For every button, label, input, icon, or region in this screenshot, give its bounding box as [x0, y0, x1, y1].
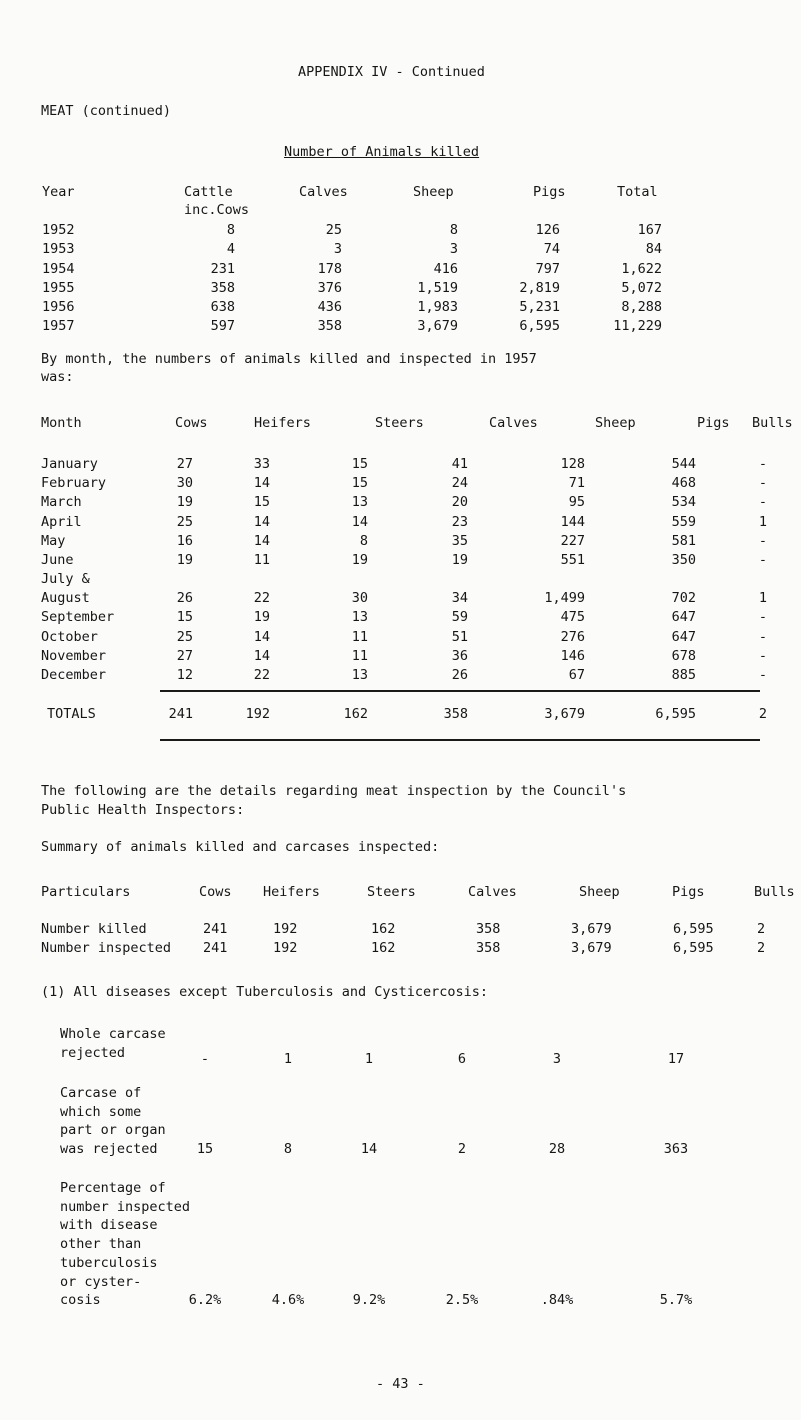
table1-cell: 376	[317, 280, 342, 296]
summary-cell: 192	[273, 940, 298, 956]
table2-cell: 27	[176, 648, 193, 664]
table1-cell: 436	[317, 299, 342, 315]
table2-header-cows: Cows	[175, 415, 208, 431]
table2-cell: 8	[359, 533, 368, 549]
table2-totals-label: TOTALS	[47, 706, 96, 722]
diseases-row-label: with disease	[60, 1217, 158, 1234]
table2-cell: 551	[560, 552, 585, 568]
table2-cell: 678	[671, 648, 696, 664]
summary-cell: 6,595	[673, 921, 714, 937]
table1-cell: 3	[333, 241, 342, 257]
table2-cell: 14	[351, 514, 368, 530]
diseases-cell: 1	[364, 1050, 374, 1067]
summary-cell: 2	[757, 940, 766, 956]
table1-cell: 358	[317, 318, 342, 334]
summary-row-label: Number inspected	[41, 940, 172, 956]
table2-totals-cell: 192	[245, 706, 270, 722]
table2-cell: 544	[671, 456, 696, 472]
summary-header-bulls: Bulls	[754, 884, 795, 900]
table2-cell: 350	[671, 552, 696, 568]
table1-row-year: 1955	[42, 280, 75, 296]
table2-cell: 15	[176, 609, 193, 625]
table2-cell: -	[758, 533, 768, 549]
table1-header-pigs: Pigs	[533, 184, 566, 200]
table1-cell: 126	[535, 222, 560, 238]
table2-totals-cell: 6,595	[655, 706, 696, 722]
summary-cell: 241	[203, 940, 228, 956]
table2-header-sheep: Sheep	[595, 415, 636, 431]
table2-cell: 11	[253, 552, 270, 568]
table2-cell: 20	[451, 494, 468, 510]
table1-cell: 1,622	[621, 261, 662, 277]
appendix-heading: APPENDIX IV - Continued	[298, 64, 485, 80]
table2-cell: -	[758, 456, 768, 472]
diseases-cell: 1	[283, 1050, 293, 1067]
table2-cell: 59	[451, 609, 468, 625]
table2-cell: 15	[351, 456, 368, 472]
table1-cell: 358	[210, 280, 235, 296]
paragraph-by-month-line1: By month, the numbers of animals killed and inspected in 1957	[41, 351, 537, 367]
table2-cell: 30	[176, 475, 193, 491]
table2-cell: 26	[451, 667, 468, 683]
table2-cell: 33	[253, 456, 270, 472]
table1-cell: 3	[449, 241, 458, 257]
table2-cell: 51	[451, 629, 468, 645]
diseases-row-label: which some	[60, 1103, 142, 1120]
summary-cell: 3,679	[571, 940, 612, 956]
table1-cell: 3,679	[417, 318, 458, 334]
table2-cell: 14	[253, 648, 270, 664]
table2-cell: 144	[560, 514, 585, 530]
table2-row-month: September	[41, 609, 115, 625]
summary-title: Summary of animals killed and carcases inspected:	[41, 839, 440, 855]
table2-cell: 1	[758, 590, 768, 606]
summary-header-sheep: Sheep	[579, 884, 620, 900]
diseases-row-label: number inspected	[60, 1198, 191, 1215]
diseases-cell: 17	[667, 1050, 685, 1067]
table1-cell: 4	[226, 241, 235, 257]
summary-cell: 162	[371, 940, 396, 956]
diseases-cell: 28	[548, 1141, 566, 1158]
summary-cell: 162	[371, 921, 396, 937]
table2-cell: 11	[351, 648, 368, 664]
table1-header-total: Total	[617, 184, 658, 200]
table2-cell: -	[758, 609, 768, 625]
table2-cell: 227	[560, 533, 585, 549]
table2-cell: 13	[351, 494, 368, 510]
diseases-title: (1) All diseases except Tuberculosis and Cysticercosis:	[41, 984, 489, 1000]
table1-row-year: 1953	[42, 241, 75, 257]
table1-header-year: Year	[42, 184, 75, 200]
table1-header-sheep: Sheep	[413, 184, 454, 200]
summary-header-pigs: Pigs	[672, 884, 705, 900]
table2-header-calves: Calves	[489, 415, 538, 431]
table2-cell: 276	[560, 629, 585, 645]
table2-cell: 71	[568, 475, 585, 491]
table2-totals-cell: 358	[443, 706, 468, 722]
table2-cell: 468	[671, 475, 696, 491]
table2-header-bulls: Bulls	[752, 415, 793, 431]
diseases-row-label: cosis	[60, 1292, 101, 1309]
table1-cell: 74	[543, 241, 560, 257]
table1-row-year: 1952	[42, 222, 75, 238]
table2-cell: 26	[176, 590, 193, 606]
table2-july-label: July &	[41, 571, 90, 587]
table2-cell: -	[758, 629, 768, 645]
table2-cell: 19	[451, 552, 468, 568]
table2-header-month: Month	[41, 415, 82, 431]
table1-cell: 167	[637, 222, 662, 238]
summary-cell: 241	[203, 921, 228, 937]
table2-cell: -	[758, 475, 768, 491]
table2-row-month: March	[41, 494, 82, 510]
table1-header-calves: Calves	[299, 184, 348, 200]
table1-cell: 1,983	[417, 299, 458, 315]
table2-cell: 885	[671, 667, 696, 683]
diseases-cell: 363	[663, 1141, 689, 1158]
table2-cell: 19	[176, 494, 193, 510]
diseases-cell: 5.7%	[659, 1292, 693, 1309]
table2-totals-cell: 2	[758, 706, 768, 722]
table1-cell: 638	[210, 299, 235, 315]
table2-cell: 25	[176, 514, 193, 530]
table2-cell: 647	[671, 629, 696, 645]
diseases-cell: 6	[457, 1050, 467, 1067]
table2-cell: 14	[253, 533, 270, 549]
table2-cell: 13	[351, 609, 368, 625]
table2-cell: 702	[671, 590, 696, 606]
diseases-row-label: Whole carcase	[60, 1026, 166, 1042]
table1-cell: 1,519	[417, 280, 458, 296]
summary-cell: 6,595	[673, 940, 714, 956]
table2-cell: 23	[451, 514, 468, 530]
table1-cell: 8,288	[621, 299, 662, 315]
table2-cell: 559	[671, 514, 696, 530]
totals-rule-bottom	[160, 739, 760, 741]
table2-totals-cell: 241	[168, 706, 193, 722]
table1-cell: 797	[535, 261, 560, 277]
diseases-row-label: Percentage of	[60, 1180, 166, 1196]
table2-row-month: October	[41, 629, 98, 645]
table2-row-month: February	[41, 475, 107, 491]
table1-cell: 5,231	[519, 299, 560, 315]
table1-cell: 178	[317, 261, 342, 277]
table1-row-year: 1957	[42, 318, 75, 334]
diseases-cell: 2	[457, 1141, 467, 1158]
table2-cell: 1	[758, 514, 768, 530]
table1-cell: 6,595	[519, 318, 560, 334]
table2-cell: -	[758, 667, 768, 683]
table2-cell: 27	[176, 456, 193, 472]
table2-cell: 128	[560, 456, 585, 472]
table2-cell: 11	[351, 629, 368, 645]
diseases-cell: 8	[283, 1141, 293, 1158]
table1-cell: 8	[226, 222, 235, 238]
table2-cell: 19	[176, 552, 193, 568]
table2-cell: 15	[351, 475, 368, 491]
diseases-cell: 2.5%	[445, 1292, 479, 1309]
table2-cell: 41	[451, 456, 468, 472]
table2-header-steers: Steers	[375, 415, 424, 431]
diseases-cell: 6.2%	[188, 1292, 222, 1309]
table2-cell: 15	[253, 494, 270, 510]
diseases-row-label: part or organ	[60, 1122, 166, 1139]
table2-header-pigs: Pigs	[697, 415, 730, 431]
paragraph-by-month-line2: was:	[41, 369, 74, 385]
table2-cell: 475	[560, 609, 585, 625]
table2-cell: -	[758, 494, 768, 510]
table2-cell: 34	[451, 590, 468, 606]
diseases-row-label: Carcase of	[60, 1085, 142, 1101]
diseases-cell: 15	[196, 1141, 214, 1158]
summary-cell: 358	[476, 940, 501, 956]
table1-row-year: 1956	[42, 299, 75, 315]
summary-header-calves: Calves	[468, 884, 517, 900]
paragraph-details-line1: The following are the details regarding meat inspection by the Council's	[41, 783, 627, 799]
section-title: MEAT (continued)	[41, 103, 172, 119]
table1-cell: 8	[449, 222, 458, 238]
diseases-row-label: other than	[60, 1236, 142, 1253]
table2-cell: 16	[176, 533, 193, 549]
table1-header-cattle: Cattle	[184, 184, 233, 200]
table2-cell: 534	[671, 494, 696, 510]
diseases-cell: 4.6%	[271, 1292, 305, 1309]
table1-title: Number of Animals killed	[284, 144, 480, 160]
page-number: - 43 -	[376, 1376, 425, 1392]
table2-cell: 22	[253, 667, 270, 683]
table1-row-year: 1954	[42, 261, 75, 277]
table1-cell: 2,819	[519, 280, 560, 296]
table2-cell: 30	[351, 590, 368, 606]
table2-cell: 146	[560, 648, 585, 664]
table2-cell: 22	[253, 590, 270, 606]
table2-row-month: August	[41, 590, 90, 606]
paragraph-details-line2: Public Health Inspectors:	[41, 802, 245, 818]
table2-cell: -	[758, 648, 768, 664]
table2-row-month: May	[41, 533, 66, 549]
summary-cell: 192	[273, 921, 298, 937]
table2-cell: 36	[451, 648, 468, 664]
summary-cell: 358	[476, 921, 501, 937]
table2-cell: 581	[671, 533, 696, 549]
table2-totals-cell: 162	[343, 706, 368, 722]
table2-cell: 24	[451, 475, 468, 491]
table2-cell: 67	[568, 667, 585, 683]
diseases-cell: 3	[552, 1050, 562, 1067]
table1-cell: 231	[210, 261, 235, 277]
summary-header-heifers: Heifers	[263, 884, 320, 900]
diseases-row-label: rejected	[60, 1044, 126, 1061]
table2-cell: 19	[351, 552, 368, 568]
table2-row-month: December	[41, 667, 107, 683]
table2-cell: -	[758, 552, 768, 568]
table1-cell: 416	[433, 261, 458, 277]
summary-header-cows: Cows	[199, 884, 232, 900]
table1-cell: 11,229	[613, 318, 662, 334]
table2-cell: 14	[253, 629, 270, 645]
table2-cell: 14	[253, 475, 270, 491]
table2-cell: 12	[176, 667, 193, 683]
table1-cell: 84	[645, 241, 662, 257]
table2-totals-cell: 3,679	[544, 706, 585, 722]
table2-cell: 14	[253, 514, 270, 530]
diseases-cell: .84%	[540, 1292, 574, 1309]
table2-cell: 13	[351, 667, 368, 683]
diseases-row-label: tuberculosis	[60, 1254, 158, 1271]
table2-cell: 647	[671, 609, 696, 625]
table2-cell: 1,499	[544, 590, 585, 606]
table2-header-heifers: Heifers	[254, 415, 311, 431]
table1-cell: 5,072	[621, 280, 662, 296]
diseases-cell: 9.2%	[352, 1292, 386, 1309]
totals-rule-top	[160, 690, 760, 692]
table1-cell: 25	[325, 222, 342, 238]
summary-cell: 2	[757, 921, 766, 937]
summary-header-steers: Steers	[367, 884, 416, 900]
table2-cell: 35	[451, 533, 468, 549]
table2-row-month: June	[41, 552, 74, 568]
table2-cell: 95	[568, 494, 585, 510]
summary-header-particulars: Particulars	[41, 884, 131, 900]
summary-cell: 3,679	[571, 921, 612, 937]
table1-cell: 597	[210, 318, 235, 334]
diseases-row-label: or cyster-	[60, 1273, 142, 1290]
summary-row-label: Number killed	[41, 921, 147, 937]
diseases-cell: 14	[360, 1141, 378, 1158]
table2-row-month: January	[41, 456, 98, 472]
table2-row-month: April	[41, 514, 82, 530]
table2-cell: 25	[176, 629, 193, 645]
table2-cell: 19	[253, 609, 270, 625]
table2-row-month: November	[41, 648, 107, 664]
diseases-cell: -	[200, 1050, 210, 1067]
table1-header-cattle-sub: inc.Cows	[184, 202, 250, 218]
diseases-row-label: was rejected	[60, 1141, 158, 1158]
